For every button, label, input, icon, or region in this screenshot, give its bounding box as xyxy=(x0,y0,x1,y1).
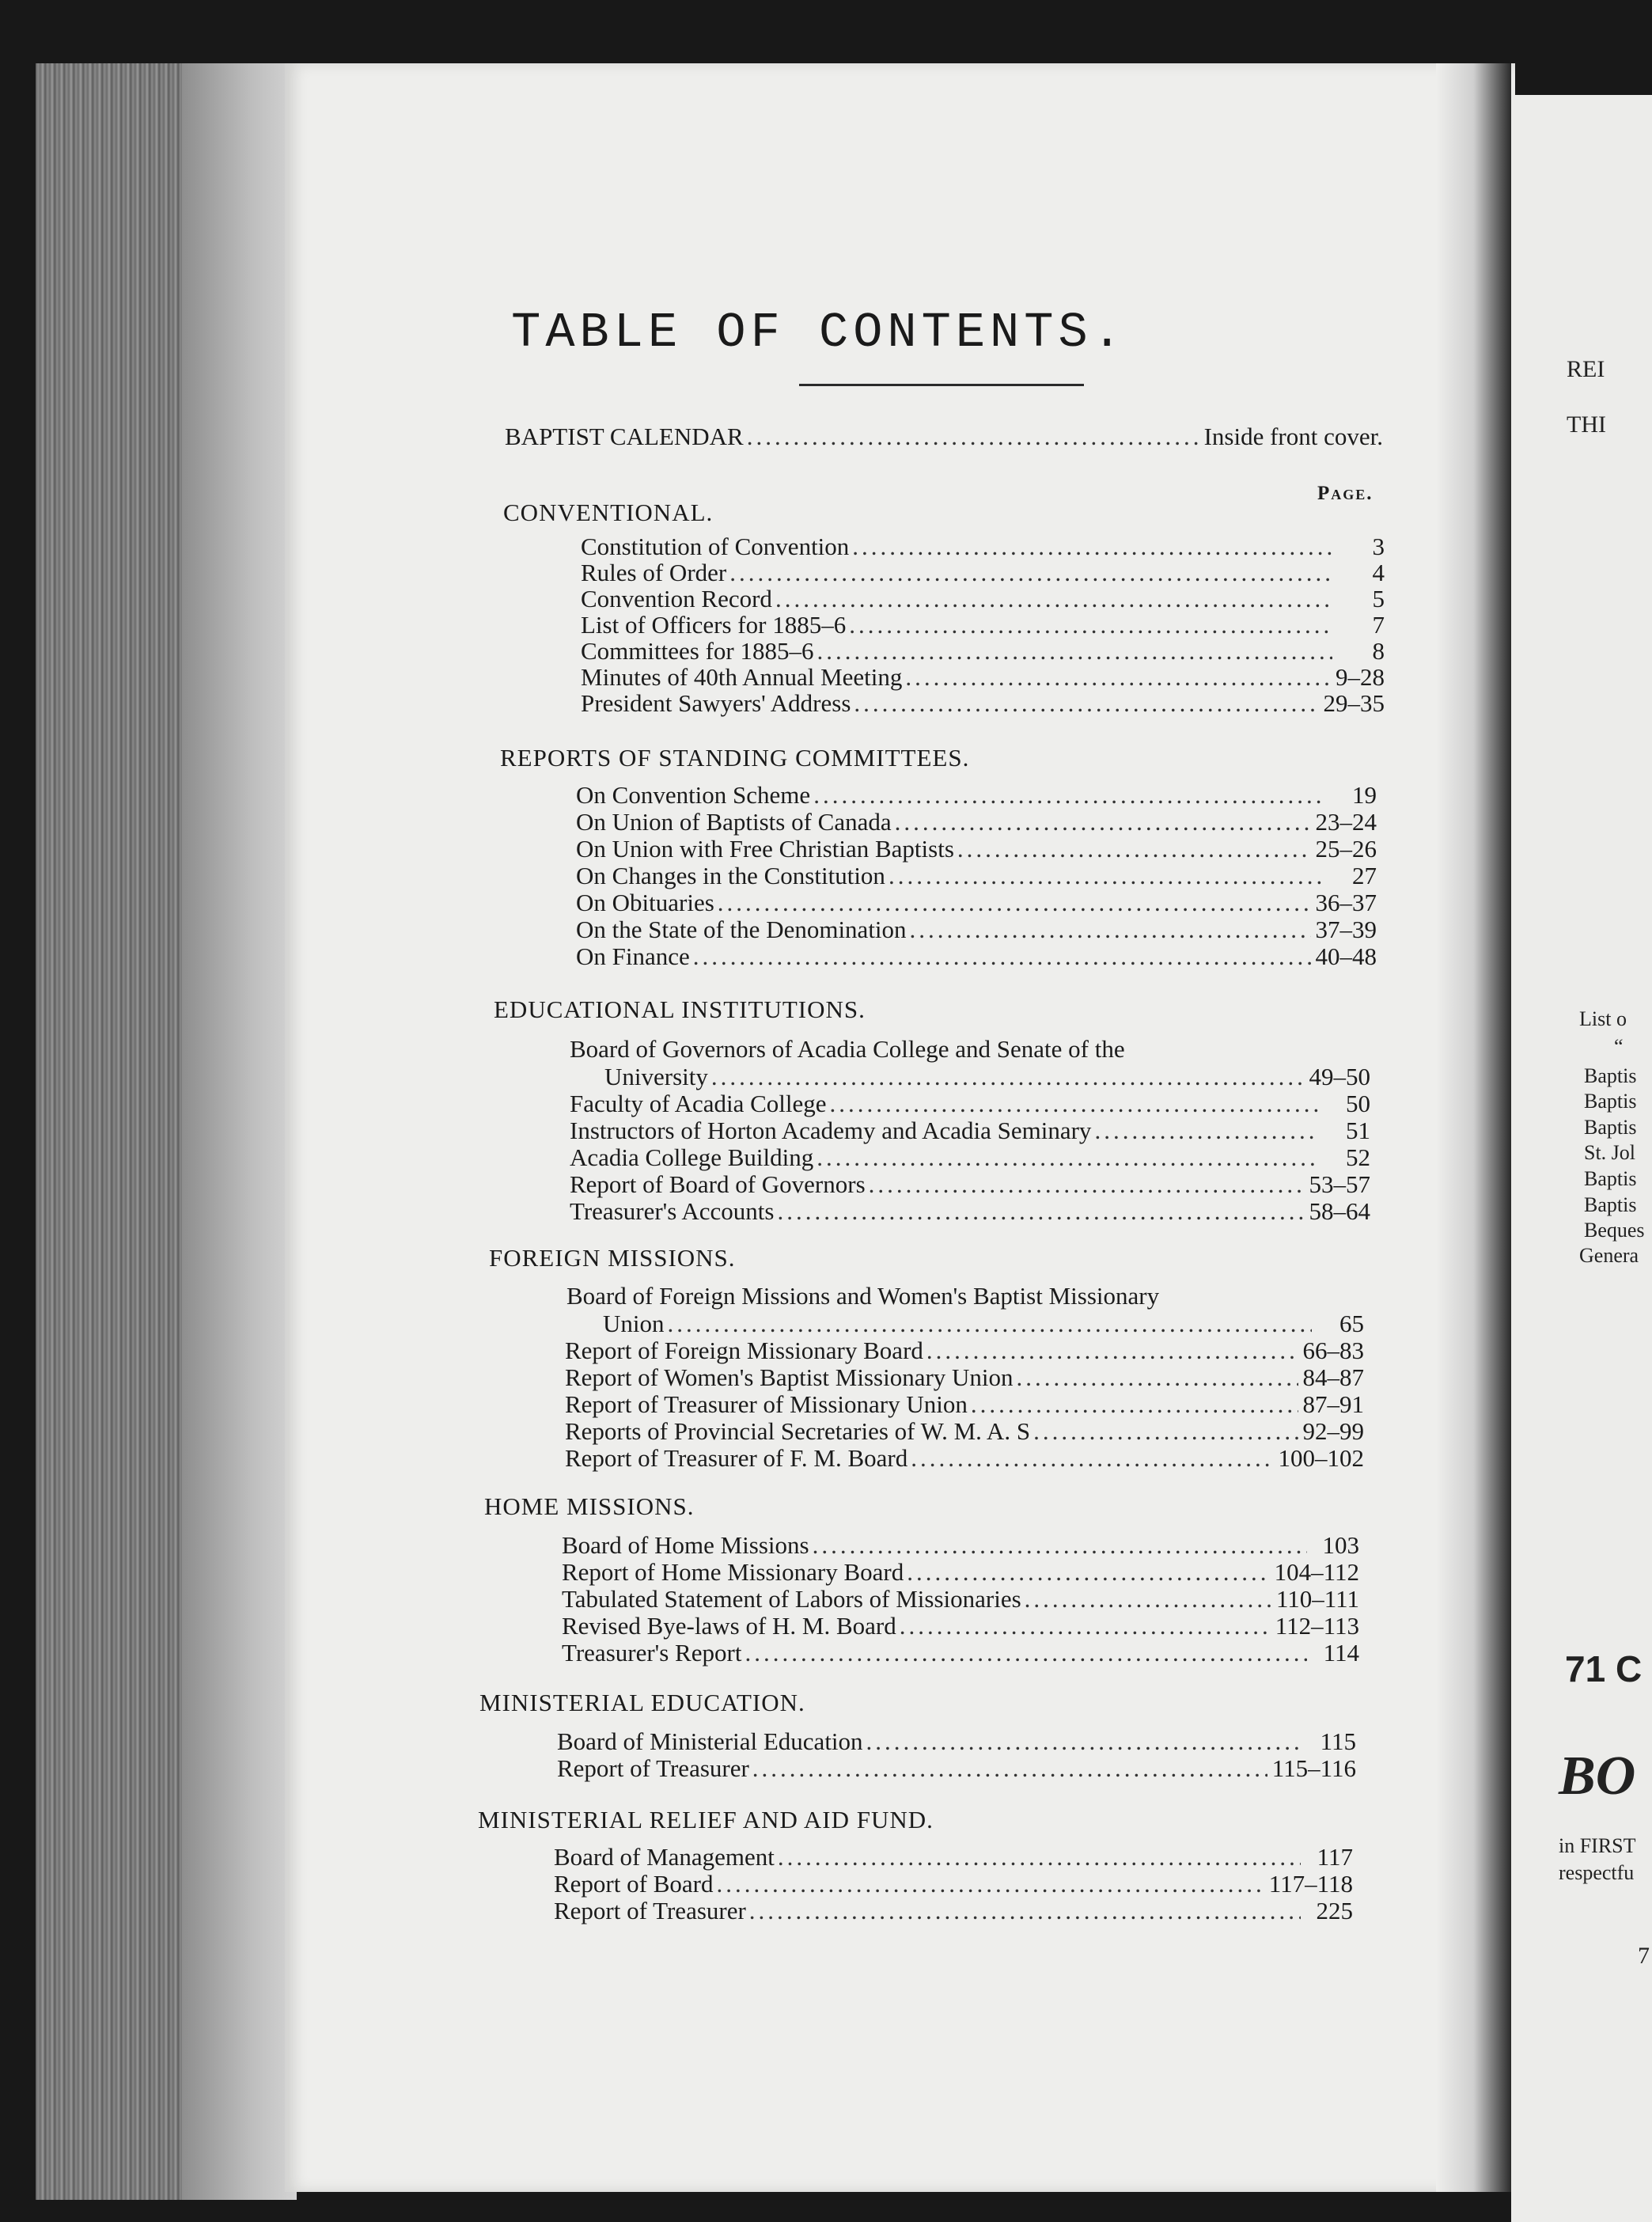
facing-page-fragment: Baptis xyxy=(1584,1116,1637,1139)
toc-entry xyxy=(576,782,1377,808)
leader-dots xyxy=(1033,1418,1298,1444)
facing-page-fragment: 71 C xyxy=(1565,1648,1643,1689)
facing-page-fragment: “ xyxy=(1614,1035,1624,1058)
toc-entry-label: Board of Management xyxy=(554,1843,775,1871)
toc-entry-label: Report of Home Missionary Board xyxy=(562,1558,904,1586)
facing-page-fragment: Beques xyxy=(1584,1219,1645,1242)
toc-entry-label: Treasurer's Accounts xyxy=(570,1197,775,1225)
toc-entry-page: 92–99 xyxy=(1302,1417,1364,1445)
toc-entry xyxy=(565,1364,1364,1390)
facing-page-fragment: Baptis xyxy=(1584,1193,1637,1216)
toc-entry-page: 49–50 xyxy=(1309,1063,1370,1090)
leader-dots xyxy=(849,612,1332,638)
leader-dots xyxy=(1094,1117,1318,1143)
toc-entry xyxy=(562,1532,1359,1558)
toc-entry-page: 103 xyxy=(1322,1531,1359,1559)
toc-entry xyxy=(565,1391,1364,1417)
toc-entry xyxy=(576,889,1377,916)
leader-dots xyxy=(911,1445,1273,1471)
toc-entry-label: Convention Record xyxy=(581,585,772,612)
toc-entry-page: 84–87 xyxy=(1302,1363,1364,1391)
facing-page-fragment: Baptis xyxy=(1584,1064,1637,1087)
toc-entry-label: Constitution of Convention xyxy=(581,533,850,560)
page-column-header: Page. xyxy=(1317,483,1374,504)
toc-entry-page: 37–39 xyxy=(1315,916,1377,943)
toc-entry-first-line: Board of Foreign Missions and Women's Baptist Missionary xyxy=(566,1282,1160,1310)
leader-dots xyxy=(729,559,1332,586)
toc-entry xyxy=(562,1559,1359,1585)
toc-entry-label: Board of Ministerial Education xyxy=(557,1727,863,1755)
leader-dots xyxy=(718,889,1311,916)
facing-page-fragment: Genera xyxy=(1579,1244,1639,1267)
toc-entry-label: On Obituaries xyxy=(576,889,714,916)
toc-entry-label: Faculty of Acadia College xyxy=(570,1090,827,1117)
toc-entry-page: 115 xyxy=(1320,1727,1356,1755)
facing-page-fragment: List o xyxy=(1579,1007,1627,1030)
leader-dots xyxy=(817,1144,1318,1170)
facing-page-fragment: respectfu xyxy=(1559,1861,1635,1884)
toc-entry xyxy=(576,836,1377,862)
toc-entry-label: Board of Home Missions xyxy=(562,1531,809,1559)
toc-entry xyxy=(581,559,1385,586)
toc-entry-label: Acadia College Building xyxy=(570,1143,814,1171)
leader-dots xyxy=(852,533,1332,559)
facing-page-fragment: THI xyxy=(1567,411,1606,438)
toc-entry-page: 40–48 xyxy=(1315,942,1377,970)
toc-entry-label: Rules of Order xyxy=(581,559,727,586)
toc-entry-label: Instructors of Horton Academy and Acadia Seminary xyxy=(570,1117,1092,1144)
leader-dots xyxy=(668,1310,1313,1337)
toc-entry xyxy=(562,1586,1359,1612)
toc-entry-label: Revised Bye-laws of H. M. Board xyxy=(562,1612,896,1640)
section-heading-home-missions: HOME MISSIONS. xyxy=(484,1492,695,1520)
leader-dots xyxy=(693,943,1311,969)
toc-entry-page: 19 xyxy=(1352,781,1377,809)
toc-entry-label: University xyxy=(604,1063,708,1090)
leader-dots xyxy=(905,664,1331,690)
toc-entry-label: Report of Treasurer xyxy=(557,1754,749,1782)
facing-page-fragment: REI xyxy=(1567,356,1605,382)
toc-entry-label: Report of Treasurer of Missionary Union xyxy=(565,1390,968,1418)
toc-entry xyxy=(554,1898,1353,1924)
toc-entry xyxy=(554,1871,1353,1897)
toc-entry-first-line: Board of Governors of Acadia College and Senate of the xyxy=(570,1035,1125,1063)
leader-dots xyxy=(854,690,1318,716)
leader-dots xyxy=(716,1871,1264,1897)
leader-dots xyxy=(711,1064,1305,1090)
toc-entry-label: Reports of Provincial Secretaries of W. M. A. S xyxy=(565,1417,1031,1445)
leader-dots xyxy=(777,1198,1304,1224)
toc-entry-label: Report of Women's Baptist Missionary Union xyxy=(565,1363,1014,1391)
toc-entry-page: 65 xyxy=(1339,1310,1364,1337)
toc-entry-label: Union xyxy=(603,1310,665,1337)
toc-entry-page: 104–112 xyxy=(1274,1558,1359,1586)
leader-dots xyxy=(817,638,1332,664)
toc-entry-calendar xyxy=(505,423,1383,449)
leader-dots xyxy=(889,863,1324,889)
leader-dots xyxy=(869,1171,1305,1197)
leader-dots xyxy=(813,782,1324,808)
toc-entry-page: 117 xyxy=(1317,1843,1353,1871)
toc-entry-page: 66–83 xyxy=(1302,1337,1364,1364)
toc-entry xyxy=(576,916,1377,942)
toc-entry xyxy=(565,1445,1364,1471)
leader-dots xyxy=(910,916,1311,942)
toc-entry-page: 100–102 xyxy=(1278,1444,1364,1472)
toc-entry-page: 4 xyxy=(1372,559,1385,586)
toc-entry xyxy=(562,1613,1359,1639)
toc-entry-page: 58–64 xyxy=(1309,1197,1370,1225)
toc-entry xyxy=(604,1064,1370,1090)
toc-entry xyxy=(576,809,1377,835)
section-heading-educational-institutions: EDUCATIONAL INSTITUTIONS. xyxy=(494,995,866,1023)
toc-entry-label: On Finance xyxy=(576,942,690,970)
section-heading-conventional: CONVENTIONAL. xyxy=(503,499,714,526)
book-gutter xyxy=(1436,63,1511,2192)
book-page-edges-highlight xyxy=(182,63,297,2200)
toc-entry-label: President Sawyers' Address xyxy=(581,689,851,717)
toc-entry-page: 23–24 xyxy=(1315,808,1377,836)
facing-page-fragment: St. Jol xyxy=(1584,1141,1636,1164)
section-heading-ministerial-education: MINISTERIAL EDUCATION. xyxy=(479,1689,805,1716)
facing-page-fragment: Baptis xyxy=(1584,1090,1637,1113)
toc-entry-label: Committees for 1885–6 xyxy=(581,637,814,665)
toc-entry-label: Tabulated Statement of Labors of Missionaries xyxy=(562,1585,1021,1613)
leader-dots xyxy=(778,1844,1301,1870)
toc-entry-page: 9–28 xyxy=(1336,663,1385,691)
toc-entry-label: Report of Foreign Missionary Board xyxy=(565,1337,923,1364)
leader-dots xyxy=(749,1898,1301,1924)
facing-page-fragment: in FIRST xyxy=(1559,1834,1636,1857)
toc-entry-label: On Union with Free Christian Baptists xyxy=(576,835,954,863)
toc-entry-label: Treasurer's Report xyxy=(562,1639,742,1666)
toc-entry xyxy=(565,1418,1364,1444)
toc-entry xyxy=(581,690,1385,716)
toc-entry-page: 50 xyxy=(1346,1090,1370,1117)
toc-entry xyxy=(581,638,1385,664)
toc-entry-label: BAPTIST CALENDAR xyxy=(505,423,744,450)
leader-dots xyxy=(830,1090,1318,1117)
toc-entry xyxy=(570,1090,1370,1117)
toc-entry-label: Report of Board xyxy=(554,1870,714,1898)
toc-entry xyxy=(581,664,1385,690)
toc-entry-page: 8 xyxy=(1372,637,1385,665)
toc-entry xyxy=(603,1310,1364,1337)
toc-entry xyxy=(581,586,1385,612)
facing-page-fragment: Baptis xyxy=(1584,1167,1637,1190)
toc-entry xyxy=(565,1337,1364,1363)
toc-entry-page: 117–118 xyxy=(1268,1870,1353,1898)
toc-entry xyxy=(570,1144,1370,1170)
toc-entry-page: 114 xyxy=(1323,1639,1359,1666)
toc-entry-label: Report of Treasurer of F. M. Board xyxy=(565,1444,908,1472)
toc-entry-page: 87–91 xyxy=(1302,1390,1364,1418)
toc-entry xyxy=(581,612,1385,638)
toc-entry xyxy=(557,1728,1356,1754)
toc-entry-page: Inside front cover. xyxy=(1203,423,1383,450)
toc-entry-label: On Changes in the Constitution xyxy=(576,862,885,889)
toc-entry-label: Report of Treasurer xyxy=(554,1897,746,1924)
toc-entry-page: 53–57 xyxy=(1309,1170,1370,1198)
leader-dots xyxy=(1025,1586,1271,1612)
toc-entry-label: On Union of Baptists of Canada xyxy=(576,808,892,836)
leader-dots xyxy=(752,1755,1267,1781)
toc-entry-page: 7 xyxy=(1372,611,1385,639)
toc-entry xyxy=(576,943,1377,969)
title-rule xyxy=(799,384,1084,386)
toc-entry xyxy=(570,1117,1370,1143)
toc-entry-page: 29–35 xyxy=(1323,689,1385,717)
toc-entry-page: 3 xyxy=(1372,533,1385,560)
leader-dots xyxy=(957,836,1311,862)
toc-entry xyxy=(576,863,1377,889)
toc-entry-page: 115–116 xyxy=(1271,1754,1356,1782)
toc-entry-label: On the State of the Denomination xyxy=(576,916,907,943)
leader-dots xyxy=(900,1613,1271,1639)
leader-dots xyxy=(813,1532,1307,1558)
leader-dots xyxy=(1017,1364,1298,1390)
page-title: TABLE OF CONTENTS. xyxy=(511,305,1127,361)
toc-entry-page: 51 xyxy=(1346,1117,1370,1144)
facing-page-fragment: BO xyxy=(1559,1746,1636,1807)
toc-entry xyxy=(557,1755,1356,1781)
toc-entry-page: 25–26 xyxy=(1315,835,1377,863)
facing-page-fragment: 7 xyxy=(1638,1943,1650,1969)
toc-entry-page: 112–113 xyxy=(1275,1612,1359,1640)
leader-dots xyxy=(745,1640,1307,1666)
toc-entry xyxy=(570,1198,1370,1224)
toc-entry xyxy=(570,1171,1370,1197)
toc-entry xyxy=(581,533,1385,559)
toc-entry-label: On Convention Scheme xyxy=(576,781,811,809)
leader-dots xyxy=(747,423,1199,449)
toc-entry-page: 27 xyxy=(1352,862,1377,889)
toc-entry xyxy=(554,1844,1353,1870)
section-heading-standing-committees: REPORTS OF STANDING COMMITTEES. xyxy=(500,744,970,772)
facing-page xyxy=(1511,95,1652,2222)
toc-entry-label: Report of Board of Governors xyxy=(570,1170,866,1198)
leader-dots xyxy=(907,1559,1269,1585)
toc-entry-page: 36–37 xyxy=(1315,889,1377,916)
toc-entry-label: Minutes of 40th Annual Meeting xyxy=(581,663,903,691)
leader-dots xyxy=(866,1728,1304,1754)
leader-dots xyxy=(971,1391,1298,1417)
leader-dots xyxy=(895,809,1311,835)
leader-dots xyxy=(775,586,1332,612)
section-heading-foreign-missions: FOREIGN MISSIONS. xyxy=(489,1244,736,1272)
section-heading-ministerial-relief: MINISTERIAL RELIEF AND AID FUND. xyxy=(478,1806,934,1833)
toc-entry-page: 225 xyxy=(1316,1897,1353,1924)
toc-entry xyxy=(562,1640,1359,1666)
toc-entry-page: 110–111 xyxy=(1275,1585,1359,1613)
leader-dots xyxy=(926,1337,1298,1363)
toc-entry-label: List of Officers for 1885–6 xyxy=(581,611,847,639)
toc-entry-page: 52 xyxy=(1346,1143,1370,1171)
toc-entry-page: 5 xyxy=(1372,585,1385,612)
